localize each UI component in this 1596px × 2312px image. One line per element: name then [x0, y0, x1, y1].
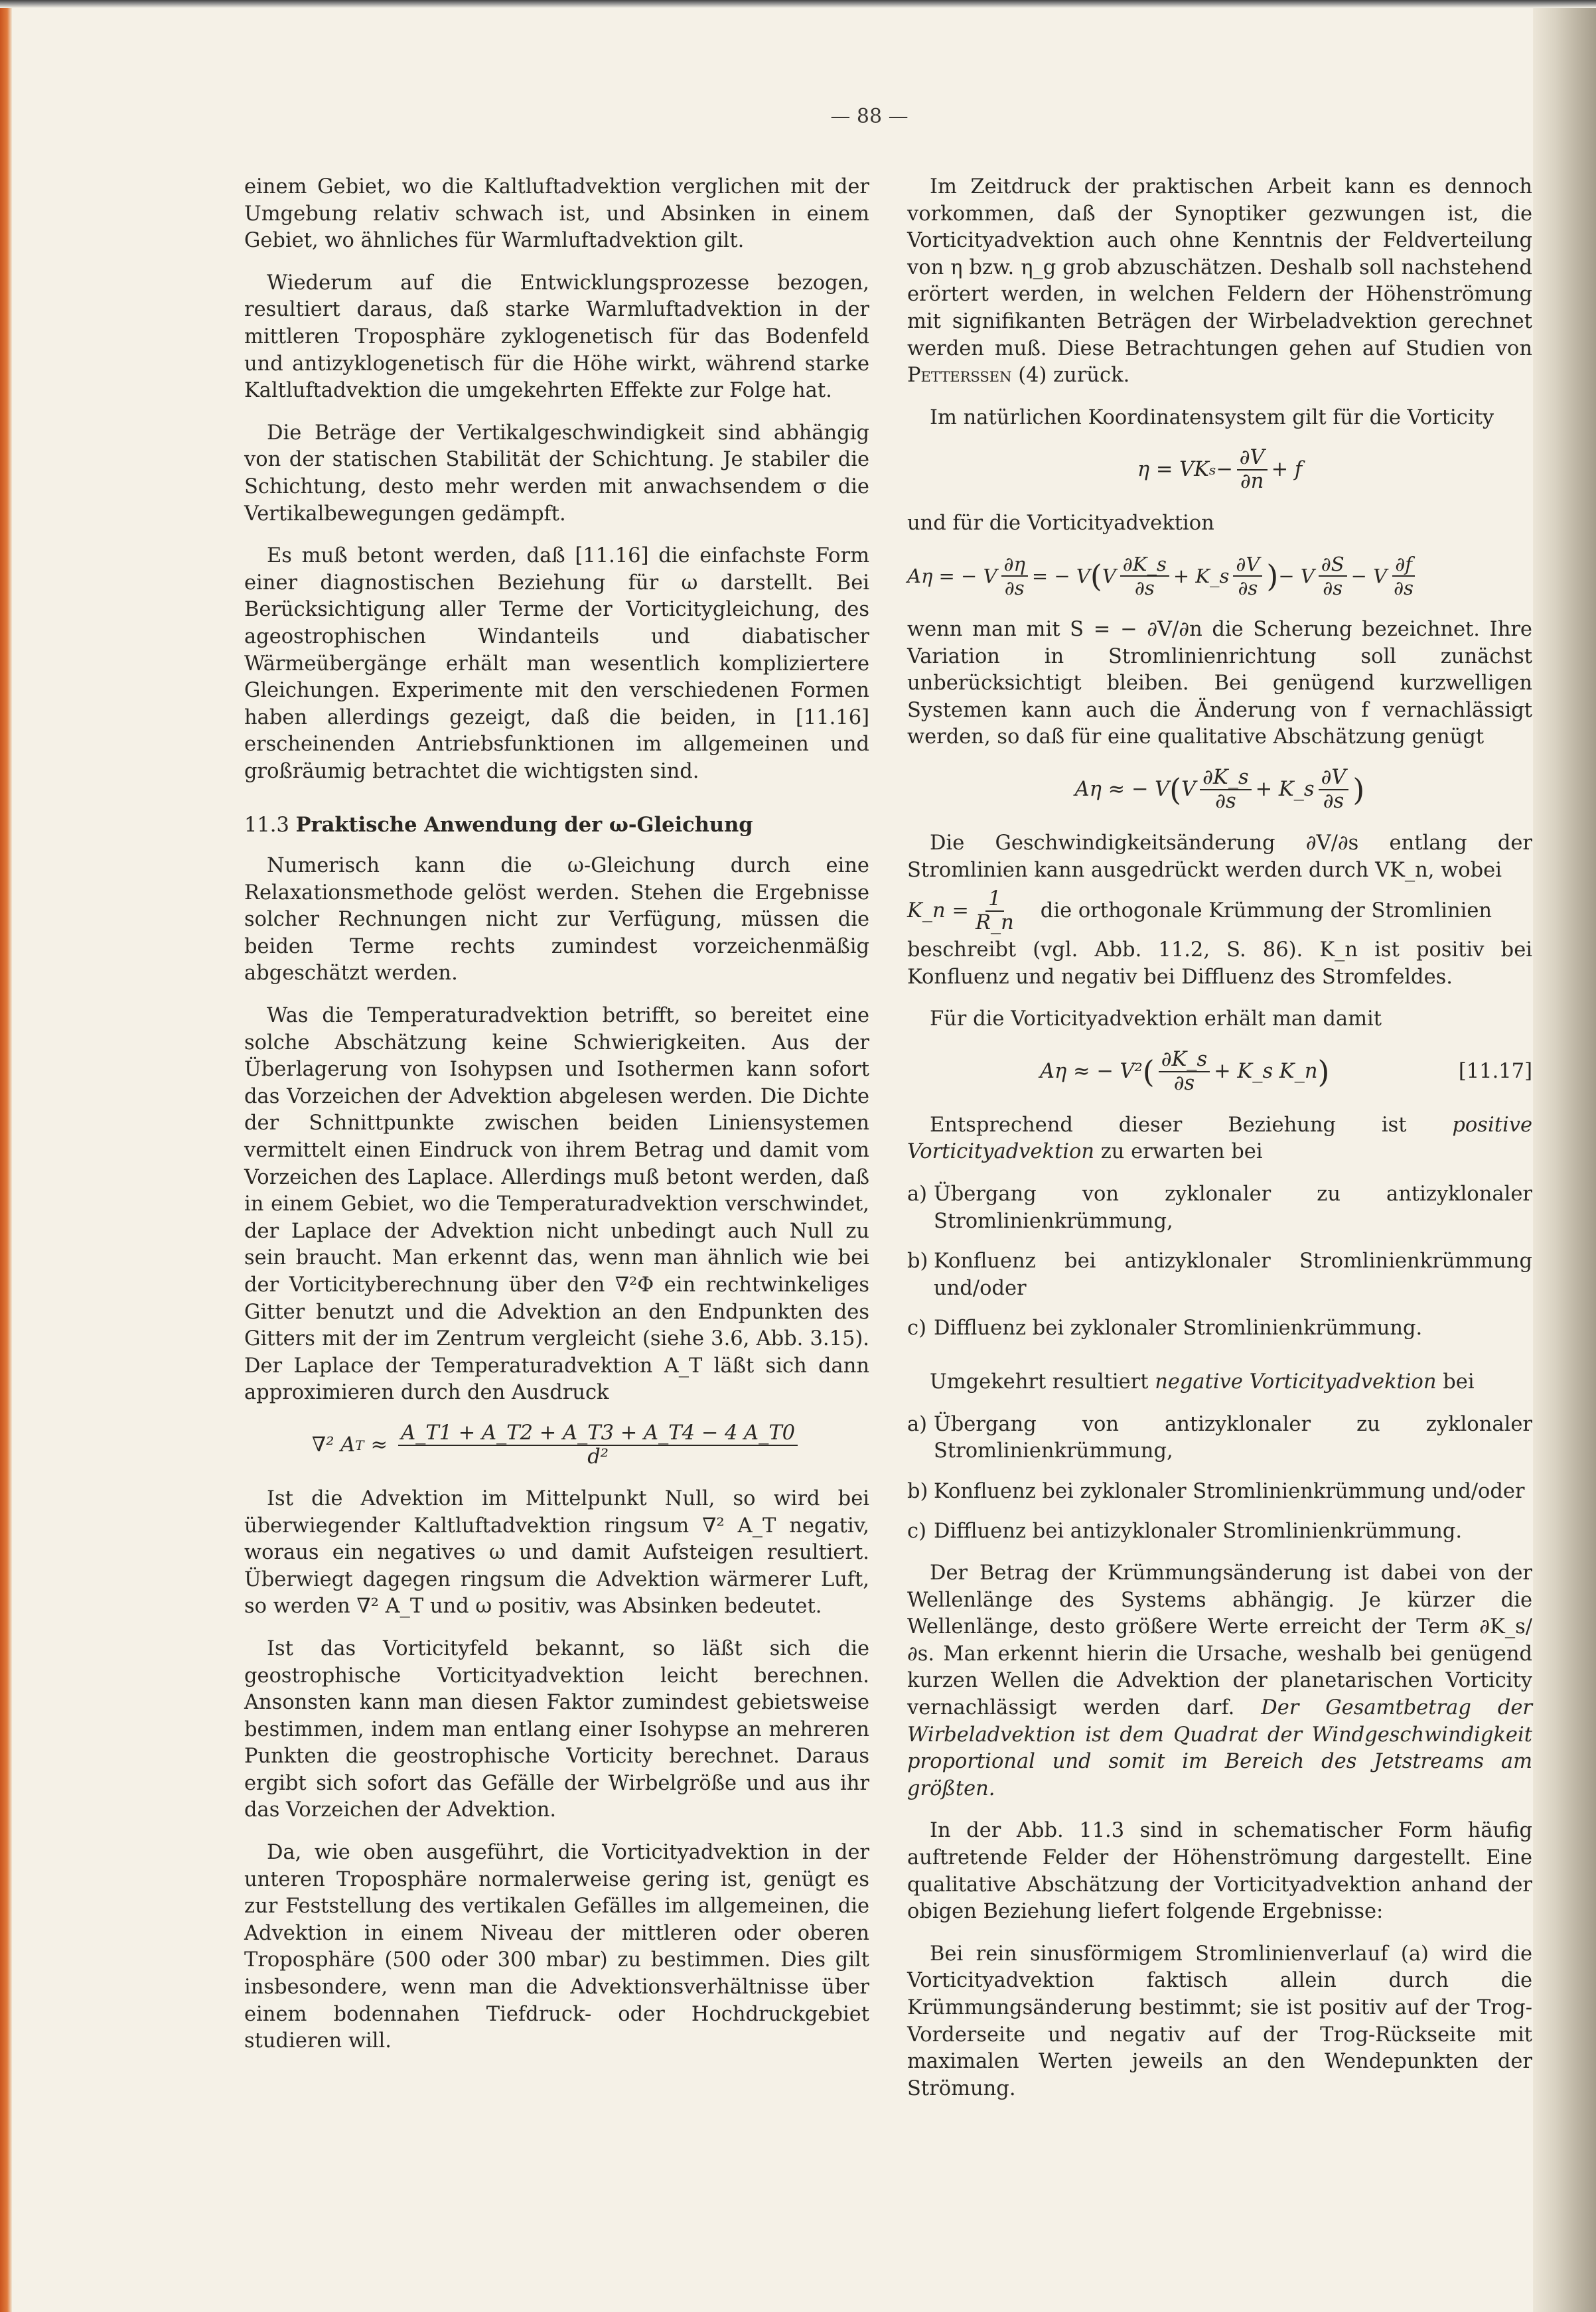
- paragraph: Wiederum auf die Entwicklungsprozesse bezogen, resultiert daraus, daß starke Warmluftadvektion in der mittleren Troposphäre zyklogenetisch für das Bodenfeld und antizyklogenetisch für die Höhe wirkt, während starke Kaltluftadvektion die umgekehrten Effekte zur Folge hat.: [244, 271, 869, 403]
- section-title: Praktische Anwendung der ω-Gleichung: [295, 813, 753, 837]
- paragraph: einem Gebiet, wo die Kaltluftadvektion verglichen mit der Umgebung relativ schwach ist, und Absinken in einem Gebiet, wo ähnliches für Warmluftadvektion gilt.: [244, 175, 869, 253]
- list-negative-advection: [907, 1411, 1532, 1546]
- paragraph: Für die Vorticityadvektion erhält man damit: [930, 1007, 1382, 1031]
- equation-numerator: ∂K_s: [1159, 1048, 1210, 1072]
- section-heading: [244, 812, 869, 839]
- paragraph: und für die Vorticityadvektion: [907, 512, 1214, 536]
- page-binding-edge: [0, 0, 12, 2312]
- equation-numerator: ∂K_s: [1120, 553, 1169, 577]
- paragraph: Was die Temperaturadvektion betrifft, so bereitet eine solche Abschätzung keine Schwierigkeiten. Aus der Überlagerung von Isohypsen und Isothermen kann sofort das Vorzeichen der Advektion abgelesen werden. Die Dichte der Schnittpunkte zwischen beiden Liniensystemen vermittelt einen Eindruck von ihrem Betrag und damit vom Vorzeichen des Laplace. Allerdings muß betont werden, daß in einem Gebiet, wo die Temperaturadvektion verschwindet, der Laplace der Advektion nicht unbedingt auch Null zu sein braucht. Man erkennt das, wenn man ähnlich wie bei der Vorticityberechnung über den ∇²Φ ein rechtwinkeliges Gitter benutzt und die Advektion an den Endpunkten des Gitters mit der im Zentrum vergleicht (siehe 3.6, Abb. 3.15). Der Laplace der Temperaturadvektion A_T läßt sich dann approximieren durch den Ausdruck: [244, 1004, 869, 1405]
- equation-term: Aη = − V: [907, 564, 997, 587]
- list-text: Übergang von antizyklonaler zu zyklonaler Stromlinienkrümmung,: [934, 1412, 1532, 1463]
- paragraph: Ist die Advektion im Mittelpunkt Null, so wird bei überwiegender Kaltluftadvektion ringsum ∇² A_T negativ, woraus ein negatives ω und damit Aufsteigen resultiert. Überwiegt dagegen ringsum die Advektion wärmerer Luft, so werden ∇² A_T und ω positiv, was Absinken bedeutet.: [244, 1486, 869, 1619]
- paragraph-text: Im Zeitdruck der praktischen Arbeit kann es dennoch vorkommen, daß der Synoptiker gezwungen ist, die Vorticityadvektion auch ohne Kenntnis der Feldverteilung von η bzw. η_g grob abzuschätzen. Deshalb soll nachstehend erörtert werden, in welchen Feldern der Höhenströmung mit signifikanten Beträgen der Wirbeladvektion gerechnet werden muß. Diese Betrachtungen gehen auf Studien von: [907, 175, 1532, 360]
- list-item: [907, 1479, 1532, 1506]
- equation-fraction: [1319, 766, 1349, 813]
- left-column: [244, 174, 869, 2070]
- equation-term: + f: [1271, 458, 1303, 482]
- equation-term: V: [1181, 777, 1197, 801]
- paragraph: Es muß betont werden, daß [11.16] die einfachste Form einer diagnostischen Beziehung für ω darstellt. Bei Berücksichtigung aller Terme der Vorticitygleichung, des ageostrophischen Windanteils und diabatischer Wärmeübergänge erhält man wesentlich kompliziertere Gleichungen. Experimente mit den verschiedenen Formen haben allerdings gezeigt, daß die beiden, in [11.16] erscheinenden Antriebsfunktionen im allgemeinen und großräumig betrachtet die wichtigsten sind.: [244, 544, 869, 783]
- equation-body: [1040, 1048, 1329, 1095]
- equation-denominator: d²: [587, 1445, 609, 1469]
- list-item: [907, 1518, 1532, 1546]
- page-right-edge: [1533, 0, 1596, 2312]
- list-marker: b): [907, 1250, 928, 1273]
- emphasis: positive Vorticityadvektion: [907, 1113, 1532, 1164]
- equation-numerator: ∂V: [1233, 553, 1262, 577]
- paragraph: Da, wie oben ausgeführt, die Vorticityadvektion in der unteren Troposphäre normalerweise gering ist, genügt es zur Feststellung des vertikalen Gefälles im allgemeinen, die Advektion in einem Niveau der mittleren oder oberen Troposphäre (500 oder 300 mbar) zu bestimmen. Dies gilt insbesondere, wenn man die Advektionsverhältnisse über einem bodennahen Tiefdruck- oder Hochdruckgebiet studieren will.: [244, 1841, 869, 2053]
- equation-numerator: ∂S: [1319, 553, 1347, 577]
- equation-vorticity-advection-approx: [907, 766, 1532, 813]
- list-marker: c): [907, 1520, 926, 1544]
- page-top-edge: [0, 0, 1596, 8]
- equation-denominator: ∂s: [1215, 789, 1236, 813]
- equation-number: [11.17]: [1458, 1059, 1532, 1083]
- list-item: [907, 1315, 1532, 1342]
- equation-numerator: 1: [985, 888, 1003, 912]
- equation-paren: (: [1169, 771, 1182, 808]
- list-text: Konfluenz bei antizyklonaler Stromlinienkrümmung und/oder: [934, 1250, 1532, 1300]
- emphasis: Der Gesamtbetrag der Wirbeladvektion ist dem Quadrat der Windgeschwindigkeit proportional und somit im Bereich des Jetstreams am größten.: [907, 1696, 1532, 1800]
- equation-numerator: A_T1 + A_T2 + A_T3 + A_T4 − 4 A_T0: [398, 1422, 798, 1446]
- paragraph: wenn man mit S = − ∂V/∂n die Scherung bezeichnet. Ihre Variation in Stromlinienrichtung soll zunächst unberücksichtigt bleiben. Bei genügend kurzwelligen Systemen kann auch die Änderung von f vernachlässigt werden, so daß für eine qualitative Abschätzung genügt: [907, 617, 1532, 749]
- equation-term: + K_s: [1173, 564, 1230, 587]
- list-item: [907, 1411, 1532, 1465]
- equation-denominator: ∂s: [1323, 576, 1343, 599]
- equation-lhs-sub: T: [355, 1437, 364, 1453]
- paragraph: [907, 1369, 1532, 1396]
- paragraph-text: Der Betrag der Krümmungsänderung ist dabei von der Wellenlänge des Systems abhängig. Je kürzer die Wellenlänge, desto größere Werte erreicht der Term ∂K_s/∂s. Man erkennt hierin die Ursache, weshalb bei genügend kurzen Wellen die Advektion der planetarischen Vorticity vernachlässigt werden darf.: [907, 1561, 1532, 1719]
- list-marker: c): [907, 1317, 926, 1340]
- equation-term: −: [1216, 458, 1233, 482]
- emphasis: negative Vorticityadvektion: [1155, 1370, 1437, 1394]
- equation-fraction: [973, 888, 1017, 934]
- equation-term: = − V: [1031, 564, 1090, 587]
- equation-term: + K_s: [1255, 777, 1315, 801]
- list-marker: a): [907, 1412, 928, 1436]
- equation-term: + K_s K_n: [1214, 1059, 1318, 1083]
- equation-fraction: [1391, 553, 1416, 599]
- equation-denominator: R_n: [975, 911, 1014, 935]
- equation-approx: ≈: [370, 1433, 388, 1457]
- paragraph: Die Geschwindigkeitsänderung ∂V/∂s entlang der Stromlinien kann ausgedrückt werden durch VK_n, wobei: [907, 831, 1532, 882]
- equation-term: V: [1102, 564, 1116, 587]
- section-number: 11.3: [244, 814, 289, 837]
- list-positive-advection: [907, 1181, 1532, 1342]
- equation-denominator: ∂s: [1134, 576, 1155, 599]
- equation-paren: (: [1142, 1053, 1155, 1090]
- equation-denominator: ∂n: [1240, 470, 1264, 494]
- equation-paren: ): [1317, 1053, 1330, 1090]
- equation-numerator: ∂η: [1001, 553, 1028, 577]
- paragraph: [907, 174, 1532, 390]
- list-text: Diffluenz bei zyklonaler Stromlinienkrümmung.: [934, 1317, 1423, 1340]
- equation-fraction: [1319, 553, 1347, 599]
- paragraph: Numerisch kann die ω-Gleichung durch eine Relaxationsmethode gelöst werden. Stehen die Ergebnisse solcher Rechnungen nicht zur Verfügung, müssen die beiden Terme rechts zumindest vorzeichenmäßig abgeschätzt werden.: [244, 854, 869, 985]
- equation-term: Aη ≈ − V²: [1040, 1059, 1143, 1083]
- equation-sub: s: [1208, 462, 1216, 478]
- equation-denominator: ∂s: [1238, 576, 1258, 599]
- equation-fraction: [1001, 553, 1028, 599]
- equation-term: Aη ≈ − V: [1074, 777, 1170, 801]
- paragraph: In der Abb. 11.3 sind in schematischer Form häufig auftretende Felder der Höhenströmung dargestellt. Eine qualitative Abschätzung der Vorticityadvektion anhand der obigen Beziehung liefert folgende Ergebnisse:: [907, 1819, 1532, 1924]
- equation-numerator: ∂K_s: [1200, 766, 1251, 790]
- equation-fraction: [1120, 553, 1169, 599]
- equation-denominator: ∂s: [1323, 789, 1344, 813]
- list-marker: a): [907, 1183, 928, 1206]
- paragraph: beschreibt (vgl. Abb. 11.2, S. 86). K_n ist positiv bei Konfluenz und negativ bei Diffluenz des Stromfeldes.: [907, 938, 1532, 989]
- equation-paren: ): [1266, 557, 1279, 594]
- right-column: [907, 174, 1532, 2118]
- equation-fraction: [1237, 447, 1268, 493]
- list-text: Diffluenz bei antizyklonaler Stromlinienkrümmung.: [934, 1520, 1463, 1544]
- equation-laplace-temperature-advection: [244, 1422, 869, 1469]
- equation-paren: ): [1352, 771, 1365, 808]
- list-item: [907, 1181, 1532, 1235]
- equation-term: K_n =: [907, 899, 969, 922]
- paragraph-text: Umgekehrt resultiert: [930, 1370, 1155, 1394]
- equation-lhs: ∇² A: [311, 1433, 356, 1457]
- equation-kn-definition: [907, 888, 1532, 934]
- list-item: [907, 1248, 1532, 1302]
- equation-fraction: [398, 1422, 798, 1469]
- equation-denominator: ∂s: [1394, 576, 1414, 599]
- equation-fraction: [1233, 553, 1262, 599]
- paragraph: [907, 1112, 1532, 1166]
- paragraph: Bei rein sinusförmigem Stromlinienverlauf (a) wird die Vorticityadvektion faktisch allein durch die Krümmungsänderung bestimmt; sie ist positiv auf der Trog-Vorderseite und negativ auf der Trog-Rückseite mit maximalen Werten jeweils an den Wendepunkten der Strömung.: [907, 1942, 1532, 2100]
- page-number: — 88 —: [830, 105, 908, 128]
- paragraph-text: (4) zurück.: [1011, 364, 1130, 388]
- equation-denominator: ∂s: [1004, 576, 1025, 599]
- paragraph: Die Beträge der Vertikalgeschwindigkeit sind abhängig von der statischen Stabilität der Schichtung. Je stabiler die Schichtung, desto mehr werden mit anwachsendem σ die Vertikalbewegungen gedämpft.: [244, 421, 869, 526]
- list-marker: b): [907, 1479, 928, 1503]
- paragraph: [907, 1560, 1532, 1802]
- equation-fraction: [1200, 766, 1251, 813]
- paragraph-text: bei: [1436, 1370, 1475, 1394]
- paragraph: Im natürlichen Koordinatensystem gilt für die Vorticity: [930, 405, 1494, 429]
- paragraph-text: zu erwarten bei: [1094, 1140, 1263, 1164]
- equation-paren: (: [1090, 557, 1102, 594]
- equation-vorticity-advection: [907, 553, 1532, 599]
- equation-11-17: [907, 1048, 1532, 1095]
- equation-text: die orthogonale Krümmung der Stromlinien: [1040, 899, 1492, 922]
- list-text: Konfluenz bei zyklonaler Stromlinienkrümmung und/oder: [934, 1479, 1525, 1503]
- equation-numerator: ∂V: [1237, 447, 1268, 470]
- paragraph-text: Entsprechend dieser Beziehung ist: [930, 1113, 1453, 1137]
- author-name: Petterssen: [907, 364, 1012, 388]
- equation-numerator: ∂V: [1319, 766, 1349, 790]
- equation-vorticity: [907, 447, 1532, 493]
- equation-term: − V: [1350, 564, 1388, 587]
- equation-denominator: ∂s: [1173, 1071, 1195, 1095]
- equation-term: η = VK: [1137, 458, 1209, 482]
- equation-numerator: ∂f: [1392, 553, 1415, 577]
- list-text: Übergang von zyklonaler zu antizyklonaler Stromlinienkrümmung,: [934, 1183, 1532, 1233]
- equation-fraction: [1159, 1048, 1210, 1095]
- paragraph: Ist das Vorticityfeld bekannt, so läßt sich die geostrophische Vorticityadvektion leicht berechnen. Ansonsten kann man diesen Faktor zumindest gebietsweise bestimmen, indem man entlang einer Isohypse an mehreren Punkten die geostrophische Vorticity berechnet. Daraus ergibt sich sofort das Gefälle der Wirbelgröße und aus ihr das Vorzeichen der Advektion.: [244, 1636, 869, 1822]
- equation-term: − V: [1278, 564, 1315, 587]
